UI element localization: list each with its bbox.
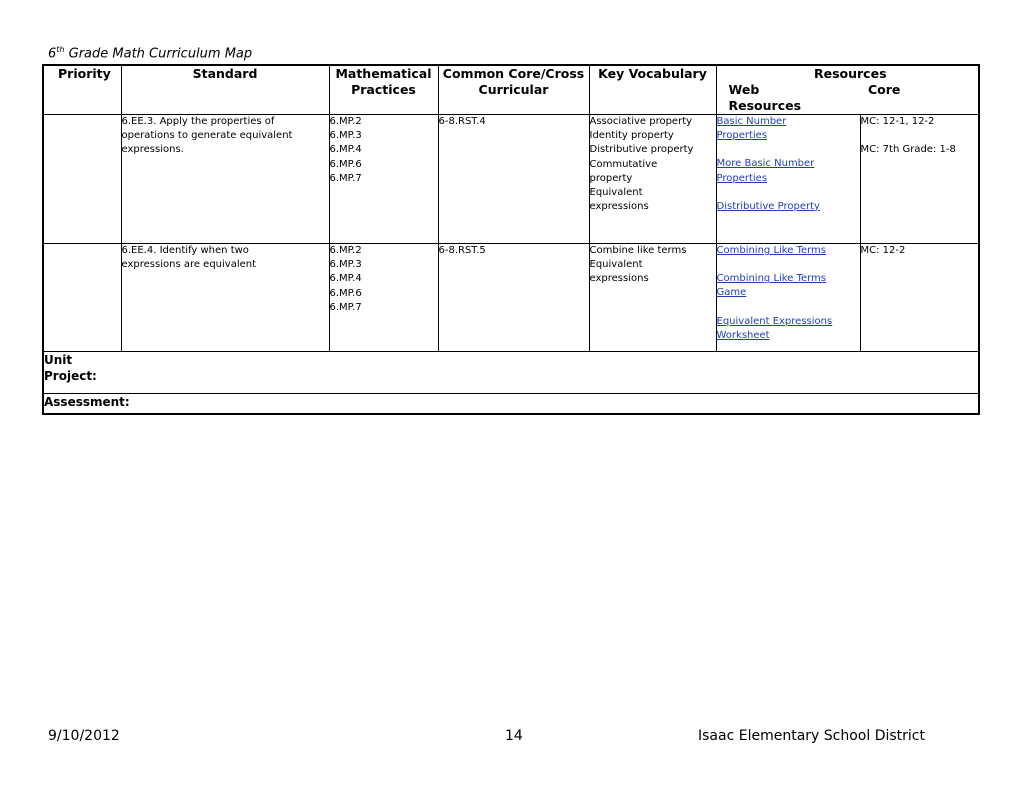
link-equivalent-expressions-worksheet[interactable]: Equivalent Expressions Worksheet: [716, 315, 833, 341]
table-row: [43, 115, 979, 244]
title-text: Grade Math Curriculum Map: [64, 46, 253, 62]
vocab-item: expressions: [589, 273, 649, 285]
common-core-text: 6-8.RST.4: [438, 116, 486, 127]
assessment-row: [43, 394, 979, 414]
common-core-cell: [438, 244, 589, 352]
grade-suffix: th: [56, 45, 65, 54]
link-distributive-property[interactable]: Distributive Property: [716, 200, 820, 212]
header-resources: [716, 65, 979, 115]
common-core-cell: [438, 115, 589, 244]
vocab-item: Associative property: [589, 116, 693, 127]
vocab-cell: [589, 244, 716, 352]
practice-item: 6.MP.4: [329, 273, 362, 285]
priority-cell: [43, 244, 121, 352]
table-row: [43, 244, 979, 352]
header-web-resources: Web Resources: [728, 82, 802, 113]
vocab-cell: [589, 115, 716, 244]
footer-date: 9/10/2012: [48, 728, 120, 744]
vocab-item: Equivalent: [589, 187, 643, 199]
practice-item: 6.MP.2: [329, 245, 362, 256]
standard-cell: [121, 244, 329, 352]
practice-item: 6.MP.6: [329, 158, 362, 170]
link-basic-number-properties[interactable]: Basic Number Properties: [716, 116, 787, 142]
link-more-basic-number-properties[interactable]: More Basic Number Properties: [716, 158, 815, 184]
header-math-practices: Mathematical Practices: [329, 65, 438, 115]
header-common-core: Common Core/Cross Curricular: [438, 65, 589, 115]
practices-cell: [329, 244, 438, 352]
header-key-vocabulary: Key Vocabulary: [589, 65, 716, 115]
practice-item: 6.MP.3: [329, 130, 362, 142]
vocab-item: Commutative: [589, 158, 658, 170]
practice-item: 6.MP.4: [329, 144, 362, 156]
header-core: Core: [868, 82, 901, 97]
practice-item: 6.MP.3: [329, 259, 362, 271]
vocab-item: Distributive property: [589, 144, 694, 156]
document-title: [48, 45, 252, 61]
link-combining-like-terms[interactable]: Combining Like Terms: [716, 245, 827, 256]
grade-number: 6: [48, 46, 57, 62]
practice-item: 6.MP.7: [329, 301, 362, 313]
priority-cell: [43, 115, 121, 244]
standard-cell: [121, 115, 329, 244]
practices-cell: [329, 115, 438, 244]
practice-item: 6.MP.6: [329, 287, 362, 299]
vocab-item: Identity property: [589, 130, 674, 142]
vocab-item: property: [589, 172, 633, 184]
header-row: [43, 65, 979, 115]
footer-page-number: 14: [505, 728, 523, 744]
curriculum-table: [42, 64, 980, 415]
core-item: MC: 12-2: [860, 245, 906, 256]
practice-item: 6.MP.7: [329, 172, 362, 184]
core-item: MC: 7th Grade: 1-8: [860, 144, 956, 156]
practice-item: 6.MP.2: [329, 116, 362, 127]
unit-project-row: [43, 352, 979, 394]
standard-text: 6.EE.4. Identify when two expressions are equivalent: [121, 245, 257, 271]
standard-text: 6.EE.3. Apply the properties of operations to generate equivalent expressions.: [121, 116, 293, 156]
core-cell: [860, 115, 979, 244]
assessment-label: Assessment:: [43, 394, 979, 414]
core-cell: [860, 244, 979, 352]
resources-title: Resources: [813, 66, 887, 81]
footer-district: Isaac Elementary School District: [698, 728, 925, 744]
vocab-item: Combine like terms: [589, 245, 687, 256]
common-core-text: 6-8.RST.5: [438, 245, 486, 256]
link-combining-like-terms-game[interactable]: Combining Like Terms Game: [716, 273, 827, 299]
web-resources-cell: [716, 244, 860, 352]
web-resources-cell: [716, 115, 860, 244]
core-item: MC: 12-1, 12-2: [860, 116, 935, 127]
unit-project-label: Unit Project:: [43, 352, 979, 394]
vocab-item: expressions: [589, 201, 649, 213]
header-standard: Standard: [121, 65, 329, 115]
vocab-item: Equivalent: [589, 259, 643, 271]
header-priority: Priority: [43, 65, 121, 115]
